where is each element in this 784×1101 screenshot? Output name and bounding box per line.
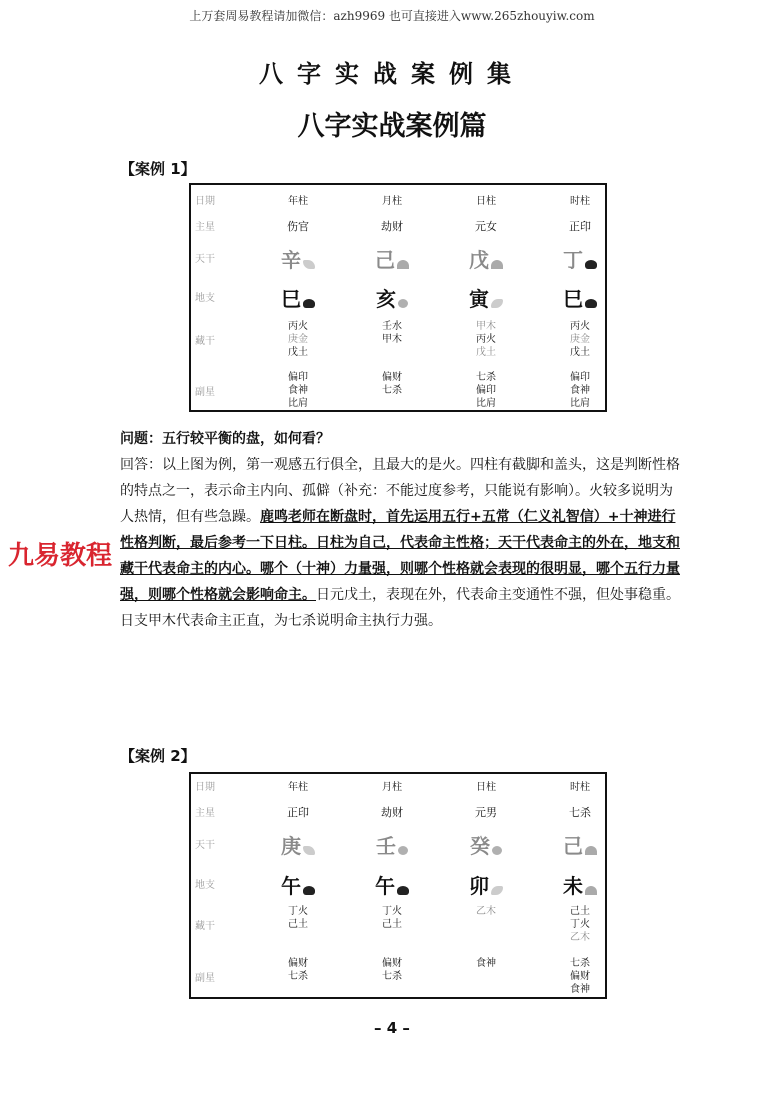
case1-tiangan-cell [545,244,615,273]
answer-part2-underlined: 鹿鸣老师在断盘时，首先运用五行+五常（仁义礼智信）+十神进行性格判断，最后参考一下日柱。日柱为自己，代表命主性格；天干代表命主的外在，地支和藏干代表命主的内心。哪个（十神）力量强，则哪个性格就会表现的很明显，哪个五行力量强，则哪个性格就会影响命主。 [120,509,680,603]
case1-dizhi-cell [451,283,521,312]
question: 问题：五行较平衡的盘，如何看？ [120,431,330,447]
case2-main-star: 正印 [287,806,309,819]
case2-canggan-item: 丁火 [382,906,402,917]
case1-row-label: 副星 [195,387,215,398]
case1-canggan-item: 戊土 [570,347,590,358]
case2-canggan-cell [545,905,615,944]
case2-canggan-item: 丁火 [288,906,308,917]
case1-canggan-cell [263,320,333,359]
case1-tiangan-cell [451,244,521,273]
case2-row-label: 藏干 [195,921,215,932]
case1-dizhi-char: 寅 [469,287,489,311]
case2-column-header: 日柱 [476,782,496,793]
water-icon [398,299,408,308]
case1-dizhi-char: 巳 [563,287,583,311]
case2-canggan-item: 乙木 [476,906,496,917]
page-number: – 4 – [374,1019,410,1037]
case2-tiangan-char: 壬 [376,834,396,858]
case2-dizhi-cell [263,870,333,899]
water-icon [492,846,502,855]
case2-fuxing-item: 偏财 [382,958,402,969]
case2-canggan-cell [263,905,333,931]
case1-canggan-item: 戊土 [288,347,308,358]
case1-dizhi-cell [357,283,427,312]
case1-fuxing-item: 偏印 [288,372,308,383]
case2-fuxing-item: 偏财 [288,958,308,969]
case1-row-label: 天干 [195,254,215,265]
book-title: 八字实战案例集 [259,59,525,88]
case1-row-label: 日期 [195,196,215,207]
case2-fuxing-item: 偏财 [570,971,590,982]
case1-fuxing-item: 比肩 [476,398,496,409]
case2-fuxing-item: 七杀 [570,958,590,969]
case2-tiangan-cell [263,830,333,859]
case1-fuxing-item: 七杀 [476,372,496,383]
case2-main-star: 劫财 [381,806,403,819]
case2-canggan-item: 己土 [288,919,308,930]
case1-fuxing-item: 比肩 [288,398,308,409]
case2-main-star: 元男 [475,806,497,819]
watermark-logo: 九易教程 [8,541,113,571]
case1-column-header: 时柱 [570,196,590,207]
case1-fuxing-cell [263,371,333,410]
earth-icon [585,846,597,855]
case1-fuxing-item: 偏财 [382,372,402,383]
case2-fuxing-cell [545,957,615,996]
case1-tiangan-char: 辛 [281,248,301,272]
case1-label: 【案例 1】 [120,160,196,178]
case1-fuxing-item: 偏印 [476,385,496,396]
case1-row-label: 藏干 [195,336,215,347]
fire-icon [585,299,597,308]
case2-row-label: 地支 [195,880,215,891]
case1-column-header: 日柱 [476,196,496,207]
case2-fuxing-cell [451,957,521,970]
case1-dizhi-char: 巳 [281,287,301,311]
case1-column-header: 月柱 [382,196,402,207]
case1-canggan-item: 丙火 [570,321,590,332]
case1-column-header: 年柱 [288,196,308,207]
answer-part3: 日元戊土，表现在外，代表命主变通性不强，但处事稳重。日支甲木代表命主正直，为七杀说明命主执行力强。 [120,587,680,629]
case2-bazi-chart [189,772,607,999]
earth-icon [585,886,597,895]
case1-dizhi-cell [545,283,615,312]
case2-dizhi-char: 午 [375,874,395,898]
case2-tiangan-char: 癸 [470,834,490,858]
case1-main-star: 伤官 [287,220,309,233]
case2-tiangan-cell [545,830,615,859]
case1-canggan-cell [357,320,427,346]
case1-canggan-item: 丙火 [288,321,308,332]
case2-tiangan-char: 己 [563,834,583,858]
case1-fuxing-item: 偏印 [570,372,590,383]
fire-icon [303,886,315,895]
case2-fuxing-item: 七杀 [288,971,308,982]
case2-dizhi-char: 未 [563,874,583,898]
chapter-title: 八字实战案例篇 [297,111,487,142]
fire-icon [303,299,315,308]
case1-canggan-item: 戊土 [476,347,496,358]
case2-column-header: 时柱 [570,782,590,793]
case2-column-header: 年柱 [288,782,308,793]
case2-canggan-item: 丁火 [570,919,590,930]
case2-row-label: 日期 [195,782,215,793]
case2-fuxing-cell [263,957,333,983]
case1-canggan-item: 甲木 [476,321,496,332]
case1-canggan-item: 甲木 [382,334,402,345]
case1-canggan-item: 壬水 [382,321,402,332]
case1-fuxing-item: 比肩 [570,398,590,409]
case1-fuxing-item: 食神 [570,385,590,396]
case1-canggan-item: 庚金 [570,334,590,345]
qa-block [120,426,680,634]
case1-dizhi-char: 亥 [376,287,396,311]
case1-fuxing-item: 食神 [288,385,308,396]
fire-icon [585,260,597,269]
wood-icon [491,299,503,308]
case1-row-label: 主星 [195,222,215,233]
case2-row-label: 副星 [195,973,215,984]
case1-fuxing-cell [451,371,521,410]
case2-main-star: 七杀 [569,806,591,819]
case1-dizhi-cell [263,283,333,312]
case2-tiangan-char: 庚 [281,834,301,858]
case1-tiangan-cell [263,244,333,273]
case2-tiangan-cell [357,830,427,859]
earth-icon [397,260,409,269]
fire-icon [397,886,409,895]
case2-fuxing-item: 食神 [476,958,496,969]
wood-icon [491,886,503,895]
page-header-ad: 上万套周易教程请加微信：azh9969 也可直接进入www.265zhouyiw.com [189,9,595,23]
answer-part1: 回答：以上图为例，第一观感五行俱全，且最大的是火。四柱有截脚和盖头，这是判断性格的特点之一，表示命主内向、孤僻（补充：不能过度参考，只能说有影响）。火较多说明为人热情，但有些急躁。 [120,457,680,525]
case1-canggan-cell [451,320,521,359]
metal-icon [303,846,315,855]
case1-canggan-item: 庚金 [288,334,308,345]
case1-tiangan-cell [357,244,427,273]
case2-dizhi-cell [357,870,427,899]
earth-icon [491,260,503,269]
case2-canggan-cell [451,905,521,918]
case1-fuxing-cell [357,371,427,397]
case1-bazi-chart [189,183,607,412]
case2-dizhi-char: 午 [281,874,301,898]
answer [120,452,680,634]
case2-row-label: 主星 [195,808,215,819]
case2-canggan-item: 己土 [382,919,402,930]
case1-fuxing-item: 七杀 [382,385,402,396]
metal-icon [303,260,315,269]
case2-fuxing-cell [357,957,427,983]
case2-canggan-item: 乙木 [570,932,590,943]
case1-main-star: 元女 [475,220,497,233]
case2-column-header: 月柱 [382,782,402,793]
case1-tiangan-char: 戊 [469,248,489,272]
case2-dizhi-cell [545,870,615,899]
case1-tiangan-char: 己 [375,248,395,272]
case2-label: 【案例 2】 [120,747,196,765]
case2-tiangan-cell [451,830,521,859]
case2-dizhi-cell [451,870,521,899]
case1-tiangan-char: 丁 [563,248,583,272]
case2-fuxing-item: 食神 [570,984,590,995]
case1-main-star: 正印 [569,220,591,233]
case1-canggan-cell [545,320,615,359]
case2-fuxing-item: 七杀 [382,971,402,982]
water-icon [398,846,408,855]
case2-row-label: 天干 [195,840,215,851]
case2-dizhi-char: 卯 [469,874,489,898]
case1-row-label: 地支 [195,293,215,304]
case2-canggan-item: 己土 [570,906,590,917]
case2-canggan-cell [357,905,427,931]
case1-main-star: 劫财 [381,220,403,233]
case1-canggan-item: 丙火 [476,334,496,345]
case1-fuxing-cell [545,371,615,410]
